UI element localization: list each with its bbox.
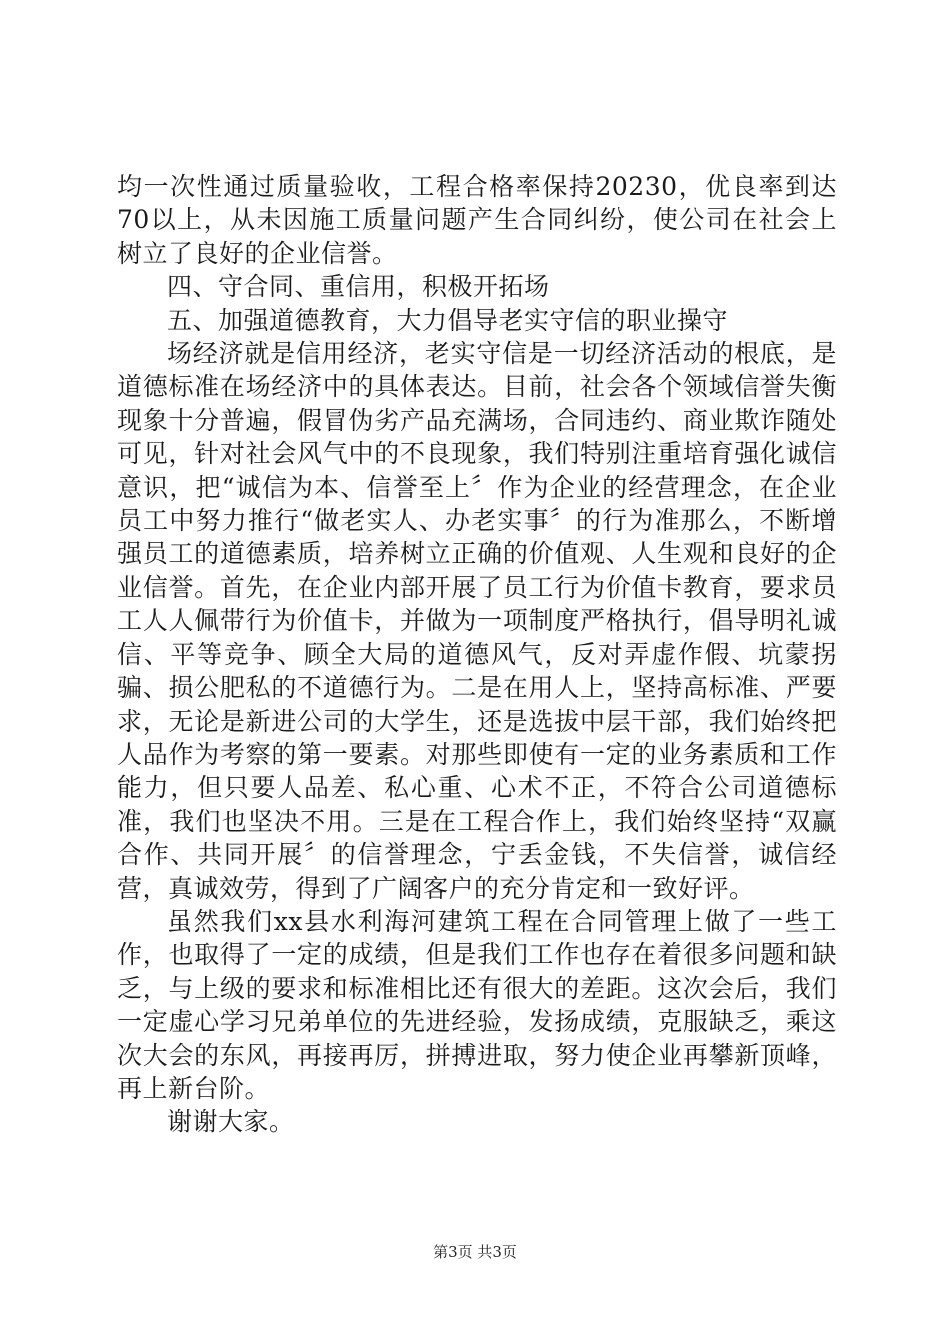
paragraph-continuation: 均一次性通过质量验收，工程合格率保持20230，优良率到达70以上，从未因施工质量问题产生合同纠纷，使公司在社会上树立了良好的企业信誉。: [117, 172, 837, 268]
section-heading-five: 五、加强道德教育，大力倡导老实守信的职业操守: [167, 305, 729, 335]
document-body: [117, 170, 837, 1139]
paragraph-integrity: 场经济就是信用经济，老实守信是一切经济活动的根底，是道德标准在场经济中的具体表达。目前，社会各个领域信誉失衡现象十分普遍，假冒伪劣产品充满场，合同违约、商业欺诈随处可见，针对社会风气中的不良现象，我们特别注重培育强化诚信意识，把“诚信为本、信誉至上〞作为企业的经营理念，在企业员工中努力推行“做老实人、办老实事〞的行为准那么，不断增强员工的道德素质，培养树立正确的价值观、人生观和良好的企业信誉。首先，在企业内部开展了员工行为价值卡教育，要求员工人人佩带行为价值卡，并做为一项制度严格执行，倡导明礼诚信、平等竞争、顾全大局的道德风气，反对弄虚作假、坑蒙拐骗、损公肥私的不道德行为。二是在用人上，坚持高标准、严要求，无论是新进公司的大学生，还是选拔中层干部，我们始终把人品作为考察的第一要素。对那些即使有一定的业务素质和工作能力，但只要人品差、私心重、心术不正，不符合公司道德标准，我们也坚决不用。三是在工程合作上，我们始终坚持“双赢合作、共同开展〞的信誉理念，宁丢金钱，不失信誉，诚信经营，真诚效劳，得到了广阔客户的充分肯定和一致好评。: [117, 339, 837, 903]
page-number-footer: 第3页 共3页: [433, 1243, 517, 1261]
section-heading-four: 四、守合同、重信用，积极开拓场: [167, 272, 550, 302]
paragraph-thanks: 谢谢大家。: [167, 1107, 295, 1137]
paragraph-conclusion: 虽然我们xx县水利海河建筑工程在合同管理上做了一些工作，也取得了一定的成绩，但是我们工作也存在着很多问题和缺乏，与上级的要求和标准相比还有很大的差距。这次会后，我们一定虚心学习兄弟单位的先进经验，发扬成绩，克服缺乏，乘这次大会的东风，再接再厉，拼搏进取，努力使企业再攀新顶峰，再上新台阶。: [117, 906, 837, 1103]
